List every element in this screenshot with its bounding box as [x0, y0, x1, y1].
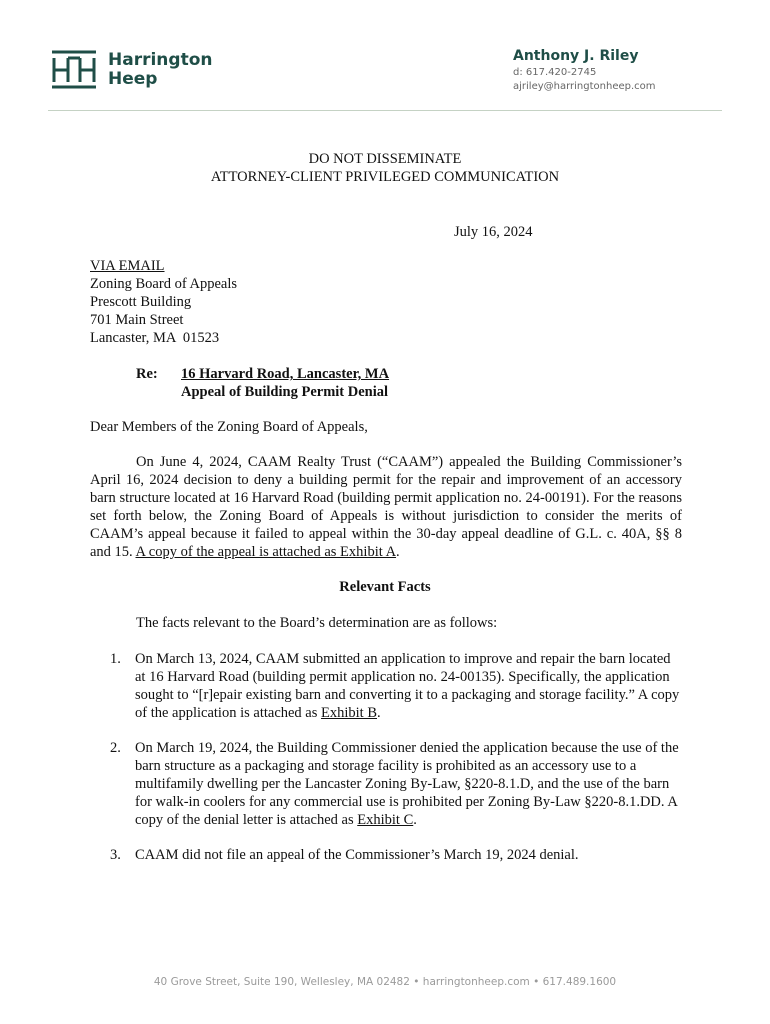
list-text [135, 739, 682, 829]
intro-paragraph [90, 453, 682, 561]
fact-end: . [377, 705, 381, 721]
re-label: Re: [136, 366, 158, 382]
intro-end: . [396, 544, 400, 560]
facts-intro: The facts relevant to the Board’s determination are as follows: [136, 615, 498, 631]
fact-text: On March 13, 2024, CAAM submitted an application to improve and repair the barn located at 16 Harvard Road (building permit application no. 24-00135). Specifically, the application sought to “[r]epair existing barn and converting it to a packaging and storage facility.” A copy of the application is attached as [135, 651, 680, 721]
author-email: ajriley@harringtonheep.com [513, 81, 656, 92]
re-line1: 16 Harvard Road, Lancaster, MA [181, 366, 390, 382]
re-subject [181, 365, 389, 401]
letterhead-divider [48, 110, 722, 111]
list-number: 2. [110, 740, 121, 756]
recipient-block [90, 257, 237, 347]
exhibit-b-reference: Exhibit B [321, 705, 378, 721]
confidential-line1: DO NOT DISSEMINATE [308, 151, 462, 167]
re-line2: Appeal of Building Permit Denial [181, 384, 389, 400]
list-number: 3. [110, 847, 121, 863]
firm-name [108, 51, 212, 89]
recipient-line: Lancaster, MA 01523 [90, 330, 220, 346]
page-footer: 40 Grove Street, Suite 190, Wellesley, MA 02482 • harringtonheep.com • 617.489.1600 [153, 976, 617, 988]
via-email: VIA EMAIL [90, 258, 165, 274]
recipient-line: Prescott Building [90, 294, 192, 310]
author-block [513, 48, 656, 92]
firm-logo-icon [48, 48, 100, 92]
fact-end: . [413, 812, 417, 828]
author-phone: d: 617.420-2745 [513, 67, 597, 78]
firm-logo [48, 48, 212, 92]
letter-date: July 16, 2024 [454, 224, 533, 240]
intro-text: On June 4, 2024, CAAM Realty Trust (“CAAM”) appealed the Building Commissioner’s April 16, 2024 decision to deny a building permit for the repair and improvement of an accessory barn structure located at 16 Harvard Road (building permit application no. 24-00191). For the reasons set forth below, the Zoning Board of Appeals is without jurisdiction to consider the merits of CAAM’s appeal because it failed to appeal within the 30-day appeal deadline of G.L. c. 40A, §§ 8 and 15. [90, 454, 682, 560]
exhibit-c-reference: Exhibit C [357, 812, 414, 828]
recipient-line: 701 Main Street [90, 312, 184, 328]
author-name: Anthony J. Riley [513, 48, 639, 64]
section-heading: Relevant Facts [339, 579, 431, 595]
fact-text: CAAM did not file an appeal of the Commissioner’s March 19, 2024 denial. [135, 847, 579, 863]
list-item [110, 846, 682, 864]
fact-text: On March 19, 2024, the Building Commissioner denied the application because the use of the barn structure as a packaging and storage facility is prohibited as an accessory use to a multifamily dwelling per the Lancaster Zoning By-Law, §220-8.1.D, and the use of the barn for walk-in coolers for any commercial use is prohibited per Zoning By-Law §220-8.1.DD. A copy of the denial letter is attached as [135, 740, 679, 828]
firm-name-line1: Harrington [108, 50, 213, 70]
list-item [110, 739, 682, 829]
exhibit-a-reference: A copy of the appeal is attached as Exhibit A [135, 544, 397, 560]
list-text [135, 650, 682, 722]
list-number: 1. [110, 651, 121, 667]
list-item [110, 650, 682, 722]
list-text [135, 846, 682, 864]
firm-name-line2: Heep [108, 69, 158, 89]
confidential-line2: ATTORNEY-CLIENT PRIVILEGED COMMUNICATION [210, 169, 560, 185]
salutation: Dear Members of the Zoning Board of Appeals, [90, 419, 368, 435]
recipient-line: Zoning Board of Appeals [90, 276, 237, 292]
